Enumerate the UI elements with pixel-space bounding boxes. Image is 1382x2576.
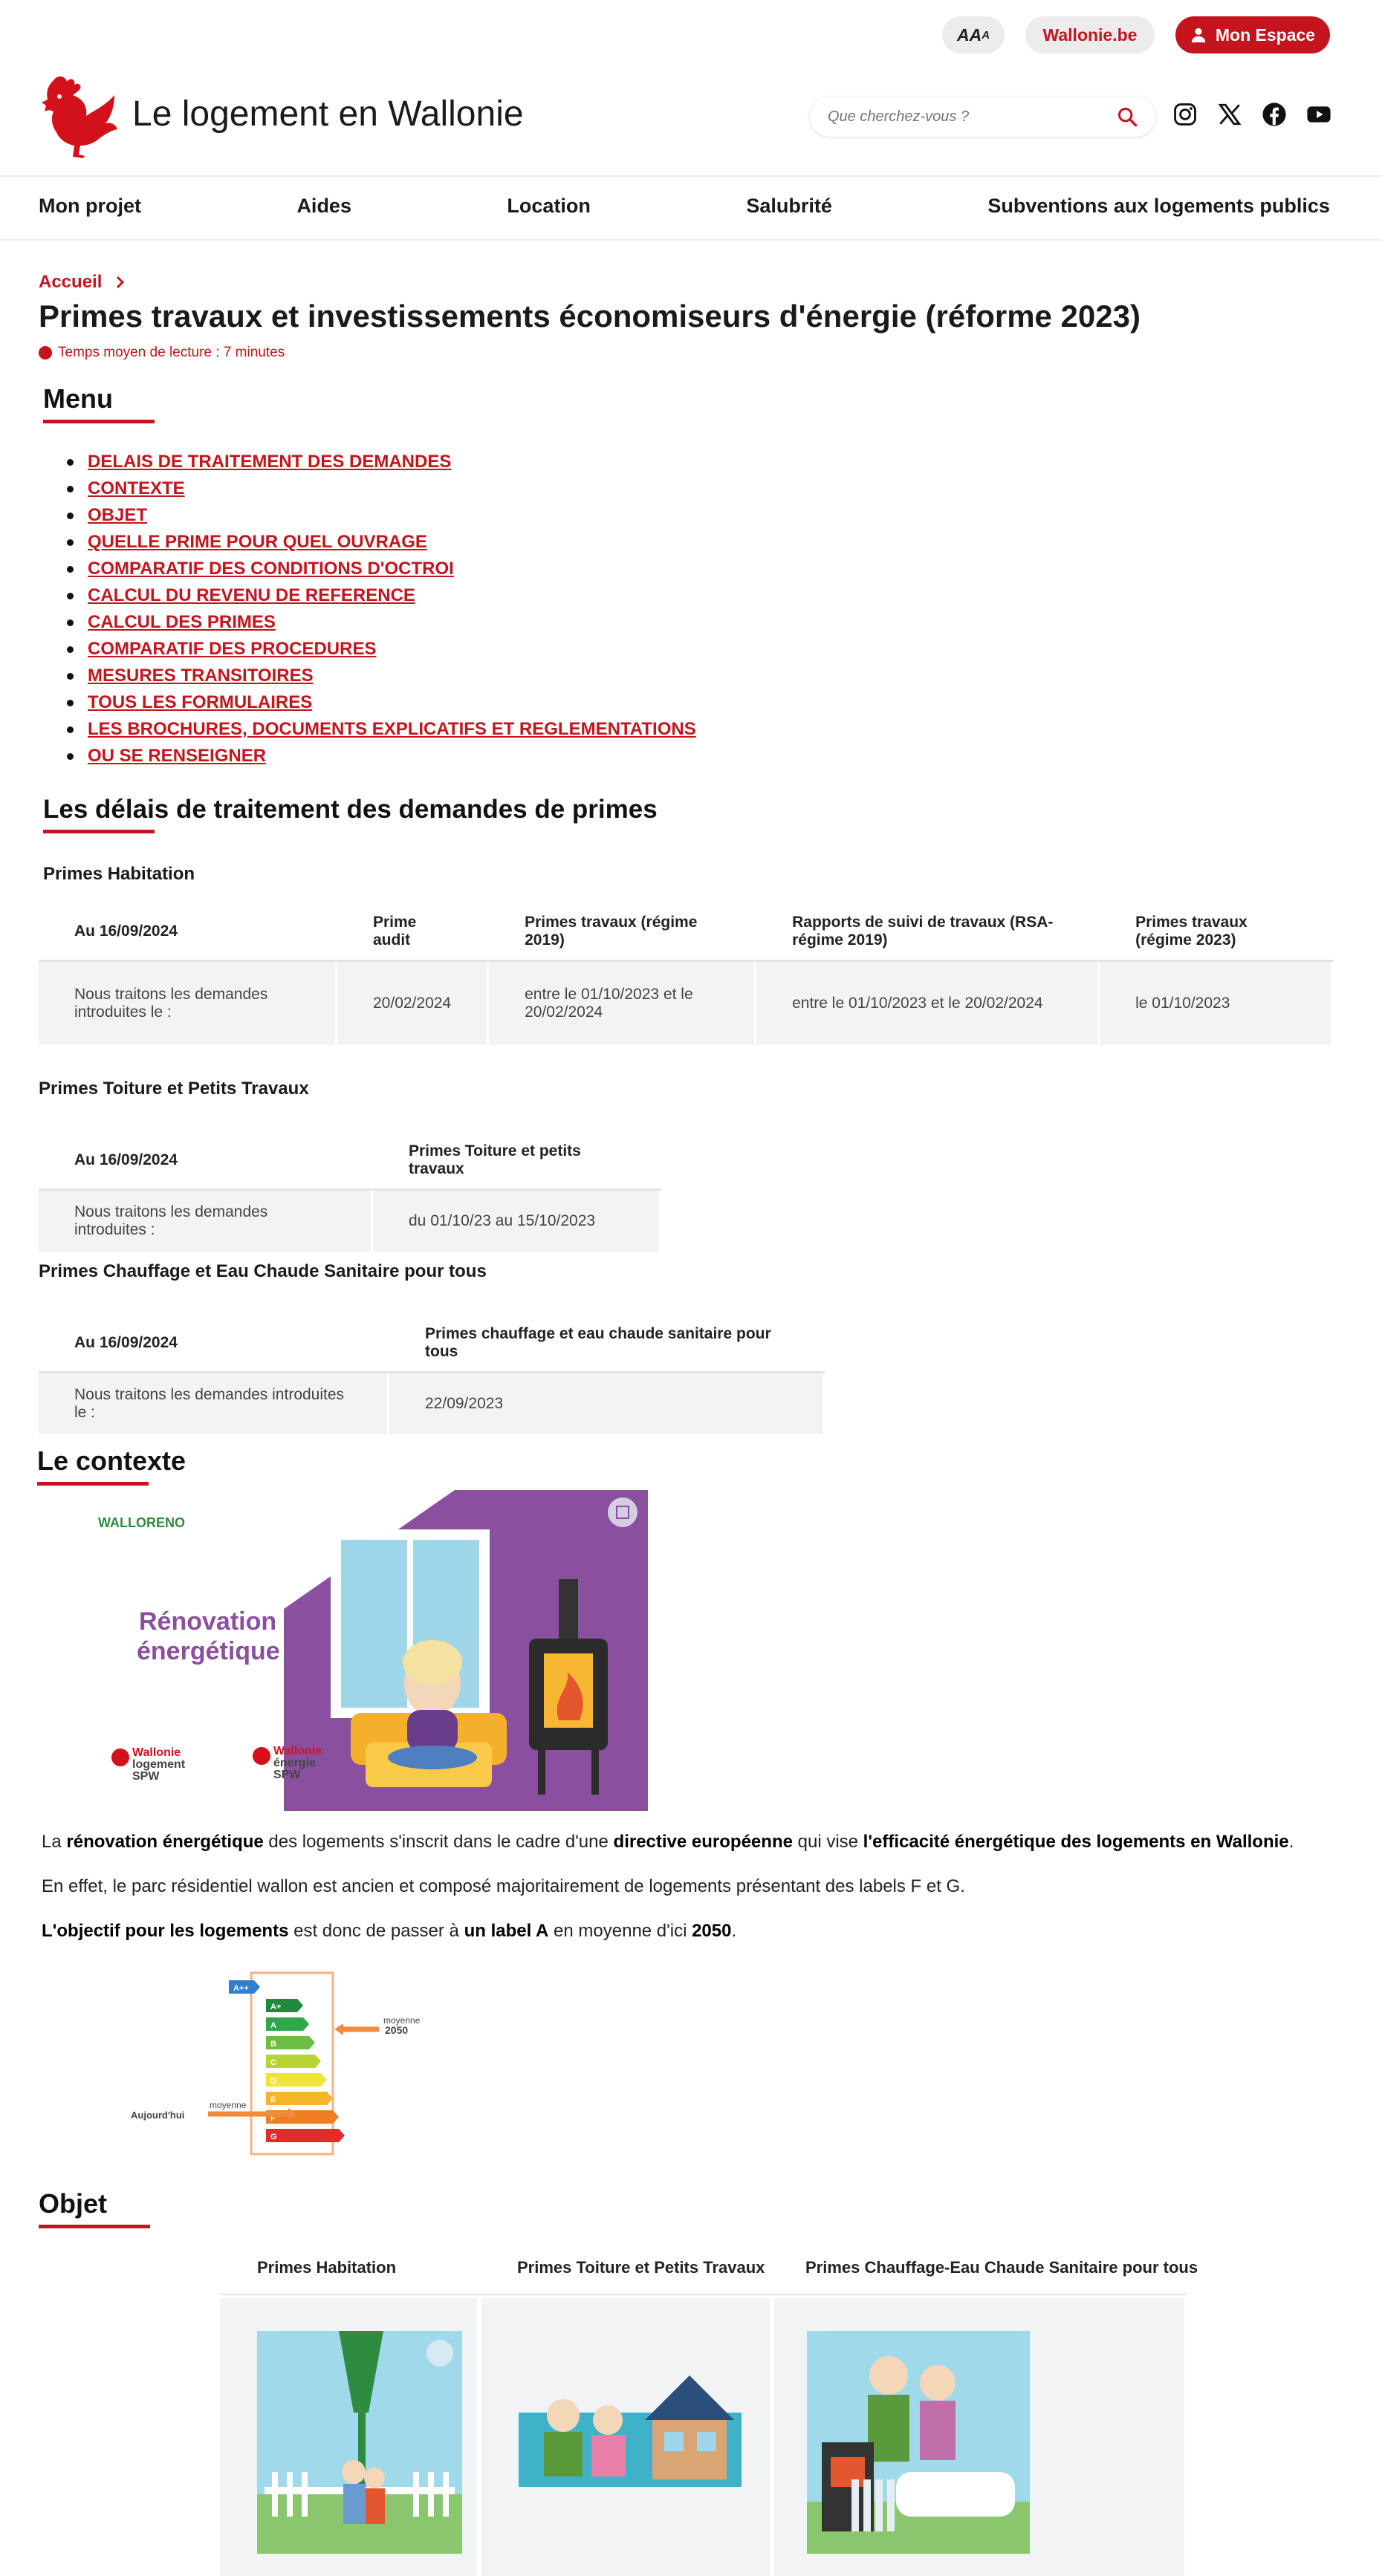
facebook-icon[interactable] [1262, 102, 1287, 127]
table-header: Au 16/09/2024 [39, 1315, 389, 1373]
clock-icon [39, 346, 52, 360]
objet-column-header: Primes Toiture et Petits Travaux [517, 2258, 765, 2277]
menu-link-objet[interactable]: OBJET [88, 505, 148, 525]
chauffage-table-title: Primes Chauffage et Eau Chaude Sanitaire pour tous [39, 1261, 487, 1281]
menu-item [67, 609, 696, 636]
heading-underline [37, 1482, 149, 1486]
energy-bar-label: A++ [233, 1984, 249, 1993]
x-icon[interactable] [1217, 102, 1242, 127]
contexte-heading [37, 1445, 186, 1477]
menu-item [67, 449, 696, 475]
label-today: Aujourd'hui [131, 2110, 185, 2121]
chevron-right-icon [115, 275, 126, 290]
svg-text:énergie: énergie [273, 1757, 316, 1769]
rooster-logo[interactable] [37, 73, 119, 158]
delais-heading [43, 795, 658, 824]
objet-cell-chauffage [774, 2298, 1184, 2576]
menu-item [67, 636, 696, 663]
table-header-row [39, 1132, 661, 1191]
table-row [39, 1373, 825, 1434]
table-cell: du 01/10/23 au 15/10/2023 [373, 1191, 661, 1252]
nav-item-aides[interactable]: Aides [296, 195, 351, 217]
menu-link-formulaires[interactable]: TOUS LES FORMULAIRES [88, 692, 313, 712]
image-title-line1: Rénovation [139, 1607, 277, 1636]
toiture-table-title: Primes Toiture et Petits Travaux [39, 1079, 309, 1099]
primes-toiture-image[interactable] [519, 2368, 742, 2487]
header-divider [0, 175, 1382, 177]
toiture-table [39, 1132, 661, 1252]
table-header: Au 16/09/2024 [39, 903, 337, 962]
menu-item [67, 743, 696, 770]
nav-item-location[interactable]: Location [507, 195, 591, 217]
table-cell: Nous traitons les demandes introduites le : [39, 962, 337, 1045]
objet-column-header: Primes Chauffage-Eau Chaude Sanitaire pour tous [805, 2258, 1198, 2277]
heading-underline [43, 830, 155, 833]
menu-item [67, 556, 696, 582]
wallonie-be-link[interactable] [1025, 16, 1155, 53]
menu-link-revenu[interactable]: CALCUL DU REVENU DE REFERENCE [88, 585, 415, 605]
instagram-icon[interactable] [1172, 102, 1198, 127]
read-time-label: Temps moyen de lecture : 7 minutes [58, 345, 285, 360]
contexte-heading-text: Le contexte [37, 1445, 186, 1476]
objet-heading-text: Objet [39, 2188, 108, 2219]
table-header: Primes travaux (régime 2019) [489, 903, 756, 962]
nav-divider [0, 239, 1382, 241]
search-icon[interactable] [1117, 106, 1138, 127]
contexte-paragraph-1: La rénovation énergétique des logements s'inscrit dans le cadre d'une directive européenne qui vise l'efficacité énergétique des logements en Wallonie. [42, 1832, 1294, 1852]
menu-link-renseigner[interactable]: OU SE RENSEIGNER [88, 746, 267, 766]
table-header: Prime audit [337, 903, 489, 962]
menu-item [67, 716, 696, 743]
main-nav [39, 195, 1330, 218]
menu-link-contexte[interactable]: CONTEXTE [88, 478, 185, 498]
menu-item [67, 529, 696, 556]
search-box[interactable] [810, 97, 1155, 137]
menu-heading [43, 383, 113, 414]
table-cell: Nous traitons les demandes introduites le : [39, 1373, 389, 1434]
renovation-energetique-image[interactable] [39, 1490, 648, 1811]
menu-item [67, 475, 696, 502]
breadcrumb [39, 272, 126, 293]
nav-item-salubrite[interactable]: Salubrité [746, 195, 832, 217]
menu-list [67, 449, 696, 770]
contexte-paragraph-3: L'objectif pour les logements est donc de passer à un label A en moyenne d'ici 2050. [42, 1921, 737, 1941]
objet-column-header: Primes Habitation [257, 2258, 397, 2277]
svg-text:logement: logement [132, 1758, 186, 1771]
text-size-button[interactable] [942, 16, 1005, 53]
chauffage-table [39, 1315, 825, 1434]
site-title[interactable]: Le logement en Wallonie [132, 94, 524, 134]
table-header: Primes chauffage et eau chaude sanitaire pour tous [389, 1315, 825, 1373]
table-row [39, 1191, 661, 1252]
energy-bar-label: F [270, 2114, 276, 2123]
objet-cell-habitation [220, 2298, 477, 2576]
svg-text:Wallonie: Wallonie [132, 1746, 181, 1759]
svg-text:SPW: SPW [132, 1770, 160, 1783]
objet-header-divider [220, 2294, 1187, 2295]
table-cell: le 01/10/2023 [1100, 962, 1333, 1045]
table-header: Primes Toiture et petits travaux [373, 1132, 661, 1191]
energy-bar-e [266, 2092, 333, 2105]
wallonie-be-label: Wallonie.be [1042, 25, 1138, 45]
primes-chauffage-image[interactable] [807, 2331, 1030, 2554]
text-size-label: AA [956, 25, 982, 45]
table-cell: entre le 01/10/2023 et le 20/02/2024 [489, 962, 756, 1045]
energy-bar-label: G [270, 2133, 277, 2141]
svg-text:SPW: SPW [273, 1769, 301, 1781]
menu-item [67, 663, 696, 689]
text-size-small-label: A [982, 28, 990, 42]
search-input[interactable] [828, 108, 1117, 126]
table-cell: 20/02/2024 [337, 962, 489, 1045]
menu-heading-text: Menu [43, 383, 113, 414]
nav-item-subventions[interactable]: Subventions aux logements publics [987, 195, 1330, 217]
objet-cell-toiture [481, 2298, 770, 2576]
habitation-table-title: Primes Habitation [43, 864, 195, 884]
energy-bar-label: A+ [270, 2003, 282, 2011]
delais-heading-text: Les délais de traitement des demandes de primes [43, 795, 658, 824]
utility-bar [942, 16, 1330, 53]
label-2050: 2050 [385, 2024, 409, 2036]
menu-link-quelle-prime[interactable]: QUELLE PRIME POUR QUEL OUVRAGE [88, 532, 427, 552]
user-icon [1190, 27, 1207, 43]
menu-item [67, 689, 696, 716]
table-cell: entre le 01/10/2023 et le 20/02/2024 [756, 962, 1100, 1045]
read-time [39, 345, 285, 361]
label-moyenne-2050: moyenne [383, 2015, 421, 2026]
energy-bar-g [266, 2129, 345, 2142]
energy-bar-label: B [270, 2040, 276, 2049]
menu-link-calcul-primes[interactable]: CALCUL DES PRIMES [88, 612, 276, 632]
social-links [1172, 102, 1331, 127]
habitation-table [39, 903, 1333, 1045]
primes-habitation-image[interactable] [257, 2331, 462, 2554]
table-header: Primes travaux (régime 2023) [1100, 903, 1333, 962]
svg-text:Wallonie: Wallonie [273, 1745, 322, 1757]
page-title: Primes travaux et investissements économiseurs d'énergie (réforme 2023) [39, 299, 1141, 334]
mon-espace-label: Mon Espace [1215, 25, 1316, 45]
menu-link-delais[interactable]: DELAIS DE TRAITEMENT DES DEMANDES [88, 452, 452, 472]
mon-espace-button[interactable] [1175, 16, 1330, 53]
table-row [39, 962, 1333, 1045]
menu-link-comparatif-conditions[interactable]: COMPARATIF DES CONDITIONS D'OCTROI [88, 559, 454, 579]
youtube-icon[interactable] [1306, 102, 1331, 127]
nav-item-mon-projet[interactable]: Mon projet [39, 195, 141, 217]
energy-bar-label: D [270, 2077, 276, 2086]
label-moyenne-today: moyenne [210, 2100, 247, 2110]
energy-bar-label: A [270, 2021, 276, 2030]
menu-link-brochures[interactable]: LES BROCHURES, DOCUMENTS EXPLICATIFS ET REGLEMENTATIONS [88, 719, 696, 739]
energy-label-chart[interactable] [126, 1971, 468, 2157]
energy-bar-label: C [270, 2058, 276, 2067]
table-header-row [39, 1315, 825, 1373]
menu-link-mesures[interactable]: MESURES TRANSITOIRES [88, 666, 314, 686]
breadcrumb-home-link[interactable]: Accueil [39, 272, 103, 292]
energy-bar-label: E [270, 2095, 276, 2104]
table-cell: 22/09/2023 [389, 1373, 825, 1434]
table-header: Au 16/09/2024 [39, 1132, 373, 1191]
walloreno-brand: WALLORENO [98, 1515, 185, 1530]
menu-item [67, 582, 696, 609]
objet-heading [39, 2188, 107, 2219]
contexte-paragraph-2: En effet, le parc résidentiel wallon est ancien et composé majoritairement de logements présentant des labels F et G. [42, 1876, 965, 1896]
image-title-line2: énergétique [137, 1637, 280, 1665]
table-cell: Nous traitons les demandes introduites : [39, 1191, 373, 1252]
menu-link-comparatif-procedures[interactable]: COMPARATIF DES PROCEDURES [88, 639, 377, 659]
heading-underline [39, 2225, 150, 2228]
table-header: Rapports de suivi de travaux (RSA-régime 2019) [756, 903, 1100, 962]
table-header-row [39, 903, 1333, 962]
menu-item [67, 502, 696, 529]
heading-underline [43, 420, 155, 423]
